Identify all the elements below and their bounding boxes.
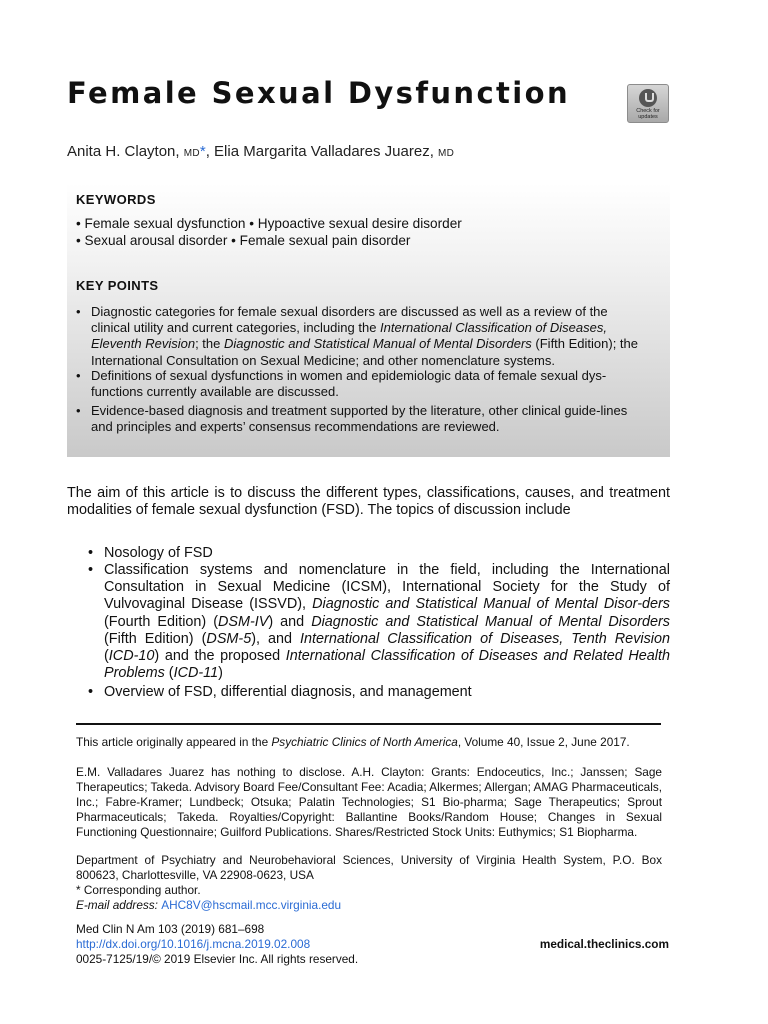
keywords-heading: KEYWORDS xyxy=(76,192,156,207)
key-point-item xyxy=(76,368,650,400)
bullet: • xyxy=(88,684,94,700)
key-point-text: Evidence-based diagnosis and treatment supported by the literature, other clinical guide-lines and principles and experts’ consensus recommendations are reviewed. xyxy=(91,403,628,435)
key-points-heading: KEY POINTS xyxy=(76,278,159,293)
topic-item xyxy=(88,562,670,682)
topic-text: Classification systems and nomenclature in the field, including the International Consultation in Sexual Medicine (ICSM), International Society for the Study of Vulvovaginal Disease (ISSVD), Diagnostic and Statistical Manual of Mental Disor-ders (Fourth Edition) (DSM-IV) and Diagnostic and Statistical Manual of Mental Disorders (Fifth Edition) (DSM-5), and International Classification of Diseases, Tenth Revision (ICD-10) and the proposed International Classification of Diseases and Related Health Problems (ICD-11) xyxy=(104,562,671,682)
keywords-line: • Sexual arousal disorder • Female sexual pain disorder xyxy=(76,233,411,248)
author-line xyxy=(67,143,454,160)
journal-meta xyxy=(76,922,358,967)
citation: Med Clin N Am 103 (2019) 681–698 xyxy=(76,922,265,936)
topic-text: Overview of FSD, differential diagnosis, and management xyxy=(104,684,472,700)
footnote-original-appearance: This article originally appeared in the Psychiatric Clinics of North America, Volume 40, Issue 2, June 2017. xyxy=(76,735,630,749)
author-1-name: Anita H. Clayton, xyxy=(67,143,184,160)
topic-item xyxy=(88,684,670,701)
bullet: • xyxy=(88,562,94,578)
bullet: • xyxy=(76,368,81,383)
email-link[interactable]: AHC8V@hscmail.mcc.virginia.edu xyxy=(161,898,342,912)
author-2-name: , Elia Margarita Valladares Juarez, xyxy=(205,143,439,160)
intro-paragraph: The aim of this article is to discuss the different types, classifications, causes, and treatment modalities of female sexual dysfunction (FSD). The topics of discussion include xyxy=(67,485,670,518)
keywords-line: • Female sexual dysfunction • Hypoactive sexual desire disorder xyxy=(76,216,462,231)
journal-site[interactable]: medical.theclinics.com xyxy=(539,937,669,951)
bullet: • xyxy=(76,403,81,418)
bullet: • xyxy=(88,545,94,561)
footnote-disclosure: E.M. Valladares Juarez has nothing to disclose. A.H. Clayton: Grants: Endoceutics, Inc.; Janssen; Sage Therapeutics; Takeda. Advisory Board Fee/Consultant Fee: Acadia; Alkermes; Allergan; AMAG Pharmaceuticals, Inc.; Fabre-Kramer; Lundbeck; Otsuka; Palatin Technologies; S1 Bio-pharma; Sage Therapeutics; Sprout Pharmaceuticals; Takeda. Royalties/Copyright: Ballantine Books/Random House; Changes in Sexual Functioning Questionnaire; Guilford Publications. Shares/Restricted Stock Units: Euthymics; S1 Biopharma. xyxy=(76,765,662,839)
footnote-department: Department of Psychiatry and Neurobehavioral Sciences, University of Virginia Health System, P.O. Box 800623, Charlottesville, VA 22908-0623, USA xyxy=(76,853,662,882)
email-label: E-mail address: xyxy=(76,898,162,912)
footnote-corresponding: * Corresponding author. xyxy=(76,883,201,897)
corresponding-author-link[interactable]: * xyxy=(199,143,206,160)
article-title: Female Sexual Dysfunction xyxy=(67,76,571,110)
topic-item xyxy=(88,545,670,562)
author-2-degree: MD xyxy=(438,148,455,159)
footnote-email xyxy=(76,898,662,913)
copyright: 0025-7125/19/© 2019 Elsevier Inc. All rights reserved. xyxy=(76,952,359,966)
doi-link[interactable]: http://dx.doi.org/10.1016/j.mcna.2019.02.008 xyxy=(76,937,311,951)
key-point-text: Definitions of sexual dysfunctions in women and epidemiologic data of female sexual dys-functions currently available are discussed. xyxy=(91,368,607,400)
author-1-degree: MD xyxy=(183,148,200,159)
key-point-item xyxy=(76,403,650,435)
key-point-item xyxy=(76,304,650,369)
check-for-updates-badge[interactable] xyxy=(627,84,669,123)
badge-label: Check for updates xyxy=(636,108,660,120)
bookmark-icon xyxy=(639,89,657,107)
footnote-divider xyxy=(76,723,661,725)
key-point-text: Diagnostic categories for female sexual disorders are discussed as well as a review of the clinical utility and current categories, including the International Classification of Diseases, Eleventh Revision; the Diagnostic and Statistical Manual of Mental Disorders (Fifth Edition); the International Consultation on Sexual Medicine; and other nomenclature systems. xyxy=(91,304,639,368)
topic-text: Nosology of FSD xyxy=(104,545,213,561)
bullet: • xyxy=(76,304,81,319)
